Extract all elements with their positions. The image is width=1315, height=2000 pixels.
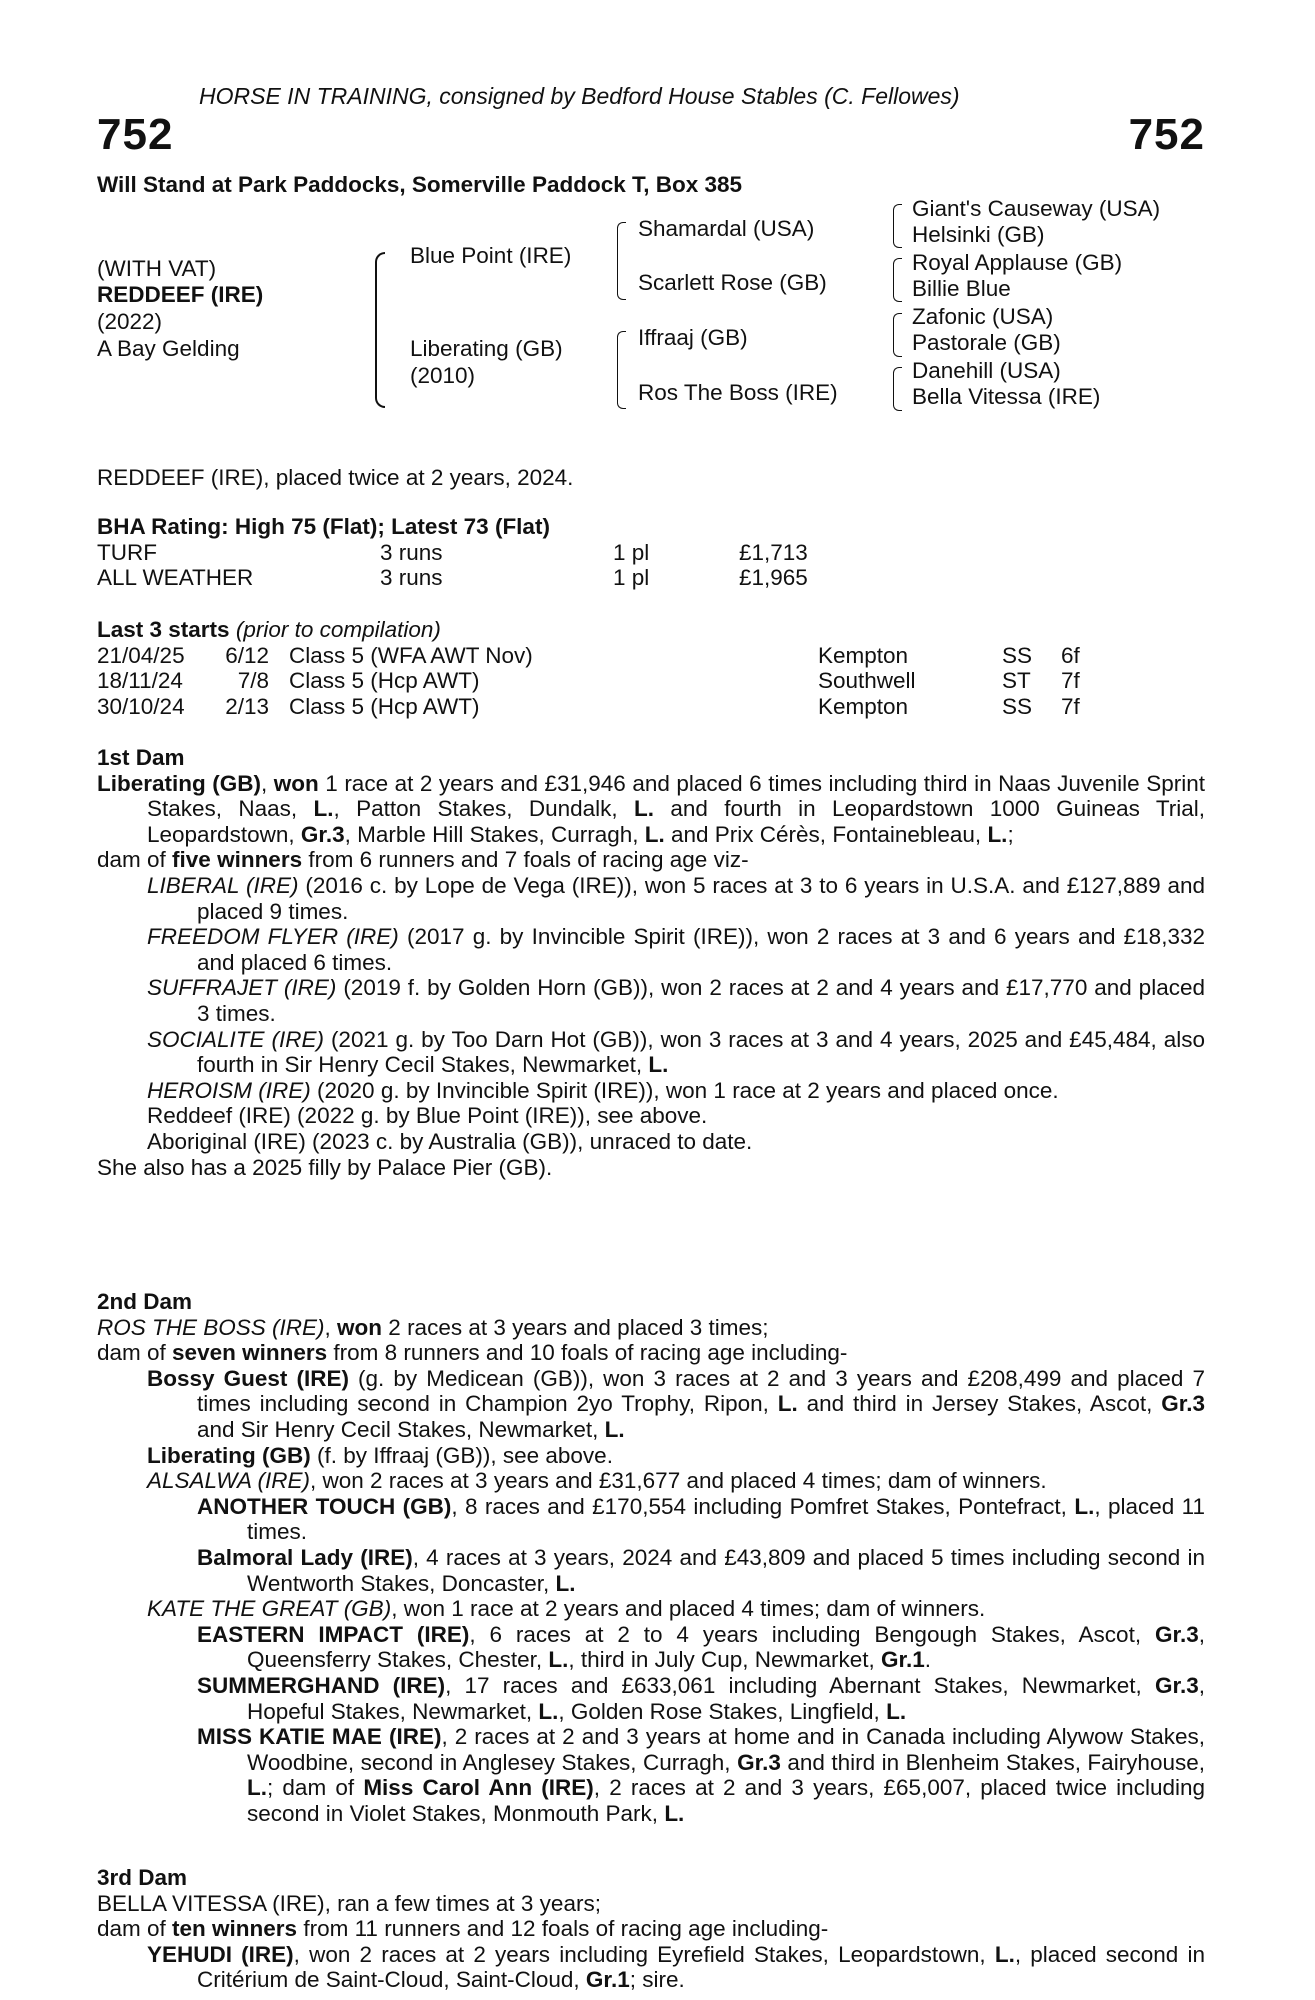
- first-dam-also: She also has a 2025 filly by Palace Pier (GB).: [97, 1154, 553, 1180]
- record-text: , 17 races and £633,061 including Abernant Stakes, Newmarket,: [445, 1672, 1155, 1698]
- starts-heading: [97, 617, 441, 643]
- record-text: , Patton Stakes, Dundalk,: [333, 796, 635, 822]
- start-distance: 7f: [1061, 668, 1080, 694]
- second-dam-section: [97, 1289, 1205, 1826]
- pedigree-ssd: Helsinki (GB): [912, 222, 1045, 247]
- rating-row-turf: [97, 540, 1205, 566]
- record-text: 1 race at 2 years and £31,946 and placed 6 times including third in Naas Juvenile Sprint Stakes, Naas,: [147, 770, 1205, 822]
- record-text: and fourth in Leopardstown 1000 Guineas Trial, Leopardstown,: [147, 796, 1205, 847]
- pedigree-brace-sire: [617, 222, 626, 300]
- starts-section: [97, 617, 1205, 719]
- record-text: , Queensferry Stakes, Chester,: [247, 1621, 1205, 1673]
- listed-mark: L.: [604, 1416, 625, 1442]
- first-dam-produce-summary: [97, 847, 1205, 873]
- first-dam-heading: 1st Dam: [97, 745, 185, 770]
- group-mark: Gr.3: [737, 1749, 781, 1775]
- pedigree-sds: Royal Applause (GB): [912, 250, 1123, 275]
- start-going: ST: [1002, 668, 1031, 694]
- horse-summary: REDDEEF (IRE), placed twice at 2 years, 2024.: [97, 465, 574, 490]
- rating-surface: ALL WEATHER: [97, 565, 254, 591]
- produce-name: KATE THE GREAT (GB): [147, 1596, 392, 1622]
- third-dam-record: BELLA VITESSA (IRE), ran a few times at 3 years;: [97, 1890, 601, 1916]
- horse-name: REDDEEF (IRE): [97, 282, 264, 307]
- start-position: 7/8: [237, 668, 269, 694]
- record-text: , won 2 races at 2 years including Eyrefield Stakes, Leopardstown,: [293, 1941, 995, 1967]
- start-course: Southwell: [818, 668, 916, 694]
- start-going: SS: [1002, 642, 1033, 668]
- rating-section: [97, 514, 1205, 591]
- listed-mark: L.: [548, 1647, 569, 1673]
- produce-name: SUFFRAJET (IRE): [147, 975, 337, 1001]
- record-text: , 6 races at 2 to 4 years including Bengough Stakes, Ascot,: [469, 1621, 1155, 1647]
- produce-socialite: [97, 1027, 1205, 1078]
- third-dam-section: [97, 1865, 1205, 1993]
- record-text: , 2 races at 2 and 3 years, £65,007, placed twice including second in Violet Stakes, Monmouth Park,: [247, 1775, 1205, 1826]
- record-text: from 6 runners and 7 foals of racing age viz-: [302, 847, 749, 873]
- produce-alsalwa: [97, 1468, 1205, 1494]
- group-mark: Gr.3: [1154, 1672, 1199, 1698]
- winners-count: seven winners: [172, 1340, 328, 1366]
- produce-name: ANOTHER TOUCH (GB): [197, 1493, 452, 1519]
- rating-runs: 3 runs: [380, 565, 443, 591]
- listed-mark: L.: [987, 821, 1008, 847]
- record-text: , won 2 races at 3 years and £31,677 and placed 4 times; dam of winners.: [309, 1468, 1047, 1494]
- pedigree-dss: Zafonic (USA): [912, 304, 1054, 329]
- vat-note: (WITH VAT): [97, 256, 217, 281]
- record-text: from 11 runners and 12 foals of racing age including-: [297, 1916, 829, 1942]
- produce-reddeef: Reddeef (IRE) (2022 g. by Blue Point (IRE)), see above.: [147, 1103, 708, 1129]
- group-mark: Gr.1: [585, 1967, 630, 1993]
- pedigree-brace-ds: [893, 313, 902, 357]
- horse-year: (2022): [97, 309, 163, 334]
- pedigree-dam-dam: Ros The Boss (IRE): [638, 380, 838, 405]
- listed-mark: L.: [634, 796, 655, 822]
- group-mark: Gr.1: [881, 1647, 925, 1673]
- rating-prize: £1,965: [739, 565, 808, 591]
- pedigree-brace-dam: [617, 331, 626, 409]
- grandproduce-eastern-impact: EASTERN IMPACT (IRE), 6 races at 2 to 4 years including Bengough Stakes, Ascot, Gr.3, Queensferry Stakes, Chester, L., third in July Cup, Newmarket, Gr.1.: [197, 1621, 1205, 1673]
- winners-count: five winners: [172, 847, 303, 873]
- listed-mark: L.: [247, 1775, 267, 1801]
- produce-heroism: [97, 1078, 1205, 1104]
- first-dam-section: [97, 745, 1205, 1180]
- group-mark: Gr.3: [1154, 1621, 1199, 1647]
- rating-placed: 1 pl: [613, 565, 650, 591]
- record-text: (2020 g. by Invincible Spirit (IRE)), won 1 race at 2 years and placed once.: [310, 1077, 1059, 1103]
- lot-number-right: 752: [1128, 110, 1205, 159]
- second-dam-record: ROS THE BOSS (IRE), won 2 races at 3 years and placed 3 times;: [97, 1314, 769, 1340]
- record-text: , Hopeful Stakes, Newmarket,: [247, 1672, 1205, 1724]
- record-text: (2021 g. by Too Darn Hot (GB)), won 3 races at 3 and 4 years, 2025 and £45,484, also fourth in Sir Henry Cecil Stakes, Newmarket,: [197, 1026, 1205, 1078]
- produce-yehudi: [97, 1942, 1205, 1993]
- produce-name: SUMMERGHAND (IRE): [197, 1672, 446, 1698]
- pedigree-brace-sd: [893, 258, 902, 302]
- produce-name: MISS KATIE MAE (IRE): [197, 1724, 442, 1750]
- pedigree-sire-sire: Shamardal (USA): [638, 216, 815, 241]
- record-text: (2019 f. by Golden Horn (GB)), won 2 races at 2 and 4 years and £17,770 and placed 3 times.: [197, 975, 1205, 1026]
- produce-name: Miss Carol Ann (IRE): [363, 1775, 594, 1801]
- grandproduce-another-touch: [97, 1494, 1205, 1545]
- start-distance: 7f: [1061, 693, 1080, 719]
- second-dam-produce-summary: [97, 1340, 1205, 1366]
- grandproduce-summerghand: [97, 1673, 1205, 1724]
- record-text: dam of: [97, 847, 173, 873]
- listed-mark: L.: [1074, 1493, 1095, 1519]
- produce-aboriginal: Aboriginal (IRE) (2023 c. by Australia (GB)), unraced to date.: [147, 1128, 753, 1154]
- produce-name: Balmoral Lady (IRE): [197, 1544, 413, 1570]
- consignment-line: HORSE IN TRAINING, consigned by Bedford House Stables (C. Fellowes): [199, 83, 960, 109]
- record-text: , 4 races at 3 years, 2024 and £43,809 and placed 5 times including second in Wentworth Stakes, Doncaster,: [247, 1544, 1205, 1596]
- rating-placed: 1 pl: [613, 539, 650, 565]
- stand-location: Will Stand at Park Paddocks, Somerville Paddock T, Box 385: [97, 172, 743, 197]
- produce-name: EASTERN IMPACT (IRE): [197, 1621, 470, 1647]
- start-race: Class 5 (Hcp AWT): [289, 693, 480, 719]
- listed-mark: L.: [313, 796, 334, 822]
- first-dam-record: Liberating (GB), won 1 race at 2 years and £31,946 and placed 6 times including third in Naas Juvenile Sprint Stakes, Naas, L., Patton Stakes, Dundalk, L. and fourth in Leopardstown 1000 Guineas Trial, Leopardstown, Gr.3, Marble Hill Stakes, Curragh, L. and Prix Cérès, Fontainebleau, L.;: [97, 770, 1205, 847]
- grandproduce-balmoral-lady: [97, 1545, 1205, 1596]
- record-text: , Golden Rose Stakes, Lingfield,: [558, 1698, 887, 1724]
- rating-surface: TURF: [97, 539, 157, 565]
- produce-bossy-guest: [97, 1366, 1205, 1443]
- listed-mark: L.: [777, 1391, 798, 1417]
- produce-liberating: [97, 1443, 1205, 1469]
- start-position: 6/12: [225, 642, 269, 668]
- listed-mark: L.: [886, 1698, 907, 1724]
- listed-mark: L.: [644, 821, 665, 847]
- produce-name: FREEDOM FLYER (IRE): [147, 924, 399, 950]
- starts-title: Last 3 starts: [97, 617, 230, 642]
- start-distance: 6f: [1061, 642, 1080, 668]
- won-word: won: [337, 1314, 383, 1340]
- record-text: ;: [1007, 821, 1014, 847]
- pedigree-sss: Giant's Causeway (USA): [912, 196, 1161, 221]
- produce-liberal: [97, 873, 1205, 924]
- pedigree-dsd: Pastorale (GB): [912, 330, 1061, 355]
- listed-mark: L.: [538, 1698, 559, 1724]
- listed-mark: L.: [555, 1570, 576, 1596]
- pedigree-sdd: Billie Blue: [912, 276, 1011, 301]
- record-text: 2 races at 3 years and placed 3 times;: [382, 1314, 769, 1340]
- record-text: (g. by Medicean (GB)), won 3 races at 2 and 3 years and £208,499 and placed 7 times including second in Champion 2yo Trophy, Ripon,: [197, 1365, 1205, 1417]
- record-text: and Sir Henry Cecil Stakes, Newmarket,: [197, 1416, 605, 1442]
- record-text: (2016 c. by Lope de Vega (IRE)), won 5 races at 3 to 6 years in U.S.A. and £127,889 and placed 9 times.: [197, 872, 1205, 924]
- produce-suffrajet: [97, 975, 1205, 1026]
- start-position: 2/13: [225, 693, 269, 719]
- group-mark: Gr.3: [1161, 1391, 1206, 1417]
- produce-name: YEHUDI (IRE): [147, 1941, 294, 1967]
- record-text: and third in Jersey Stakes, Ascot,: [797, 1391, 1162, 1417]
- lot-number-left: 752: [97, 110, 174, 159]
- winners-count: ten winners: [172, 1916, 298, 1942]
- group-mark: Gr.3: [300, 821, 345, 847]
- start-course: Kempton: [818, 642, 909, 668]
- start-date: 18/11/24: [97, 668, 183, 694]
- rating-prize: £1,713: [739, 539, 808, 565]
- first-dam-name: Liberating (GB): [97, 770, 262, 796]
- pedigree-dam-year: (2010): [410, 363, 476, 388]
- produce-kate-the-great: [97, 1596, 1205, 1622]
- produce-name: HEROISM (IRE): [147, 1077, 311, 1103]
- pedigree-dam: Liberating (GB): [410, 336, 563, 361]
- pedigree-dds: Danehill (USA): [912, 358, 1061, 383]
- record-text: , placed 11 times.: [247, 1493, 1205, 1545]
- record-text: , Marble Hill Stakes, Curragh,: [344, 821, 645, 847]
- produce-name: LIBERAL (IRE): [147, 872, 299, 898]
- record-text: , 2 races at 2 and 3 years at home and in Canada including Alywow Stakes, Woodbine, second in Anglesey Stakes, Curragh,: [247, 1724, 1205, 1775]
- record-text: , 8 races and £170,554 including Pomfret Stakes, Pontefract,: [451, 1493, 1075, 1519]
- record-text: , won 1 race at 2 years and placed 4 times; dam of winners.: [391, 1596, 986, 1622]
- second-dam-heading: 2nd Dam: [97, 1289, 193, 1314]
- record-text: , placed second in Critérium de Saint-Cloud, Saint-Cloud,: [197, 1941, 1205, 1993]
- record-text: from 8 runners and 10 foals of racing age including-: [327, 1340, 848, 1366]
- produce-name: Liberating (GB): [147, 1442, 311, 1468]
- start-course: Kempton: [818, 693, 909, 719]
- third-dam-produce-summary: [97, 1916, 1205, 1942]
- listed-mark: L.: [648, 1052, 669, 1078]
- listed-mark: L.: [664, 1800, 685, 1826]
- start-going: SS: [1002, 693, 1033, 719]
- pedigree-ddd: Bella Vitessa (IRE): [912, 384, 1101, 409]
- record-text: ; dam of: [267, 1775, 364, 1801]
- pedigree-brace-main: [375, 252, 385, 408]
- won-word: won: [273, 770, 319, 796]
- start-row: [97, 643, 1205, 669]
- record-text: ; sire.: [629, 1967, 685, 1993]
- record-text: , third in July Cup, Newmarket,: [568, 1647, 881, 1673]
- pedigree-sire: Blue Point (IRE): [410, 243, 572, 268]
- rating-runs: 3 runs: [380, 539, 443, 565]
- start-race: Class 5 (WFA AWT Nov): [289, 642, 533, 668]
- record-text: (2017 g. by Invincible Spirit (IRE)), won 2 races at 3 and 6 years and £18,332 and placed 6 times.: [197, 924, 1205, 975]
- pedigree-brace-dd: [893, 367, 902, 411]
- start-row: [97, 694, 1205, 720]
- start-race: Class 5 (Hcp AWT): [289, 668, 480, 694]
- record-text: dam of: [97, 1340, 173, 1366]
- start-row: [97, 668, 1205, 694]
- record-text: dam of: [97, 1916, 173, 1942]
- rating-row-aw: [97, 565, 1205, 591]
- pedigree-brace-ss: [893, 204, 902, 248]
- produce-freedom-flyer: [97, 924, 1205, 975]
- record-text: (f. by Iffraaj (GB)), see above.: [310, 1442, 613, 1468]
- produce-name: SOCIALITE (IRE): [147, 1026, 324, 1052]
- horse-description: A Bay Gelding: [97, 336, 240, 361]
- start-date: 21/04/25: [97, 642, 185, 668]
- start-date: 30/10/24: [97, 693, 185, 719]
- third-dam-heading: 3rd Dam: [97, 1865, 188, 1890]
- record-text: and third in Blenheim Stakes, Fairyhouse,: [780, 1749, 1205, 1775]
- rating-title: BHA Rating: High 75 (Flat); Latest 73 (Flat): [97, 514, 550, 539]
- starts-note: (prior to compilation): [235, 617, 441, 642]
- produce-name: ALSALWA (IRE): [147, 1468, 310, 1494]
- pedigree-sire-dam: Scarlett Rose (GB): [638, 270, 827, 295]
- second-dam-name: ROS THE BOSS (IRE): [97, 1314, 325, 1340]
- pedigree-dam-sire: Iffraaj (GB): [638, 325, 748, 350]
- grandproduce-miss-katie-mae: [97, 1724, 1205, 1826]
- produce-name: Bossy Guest (IRE): [147, 1365, 349, 1391]
- record-text: and Prix Cérès, Fontainebleau,: [664, 821, 988, 847]
- listed-mark: L.: [994, 1941, 1015, 1967]
